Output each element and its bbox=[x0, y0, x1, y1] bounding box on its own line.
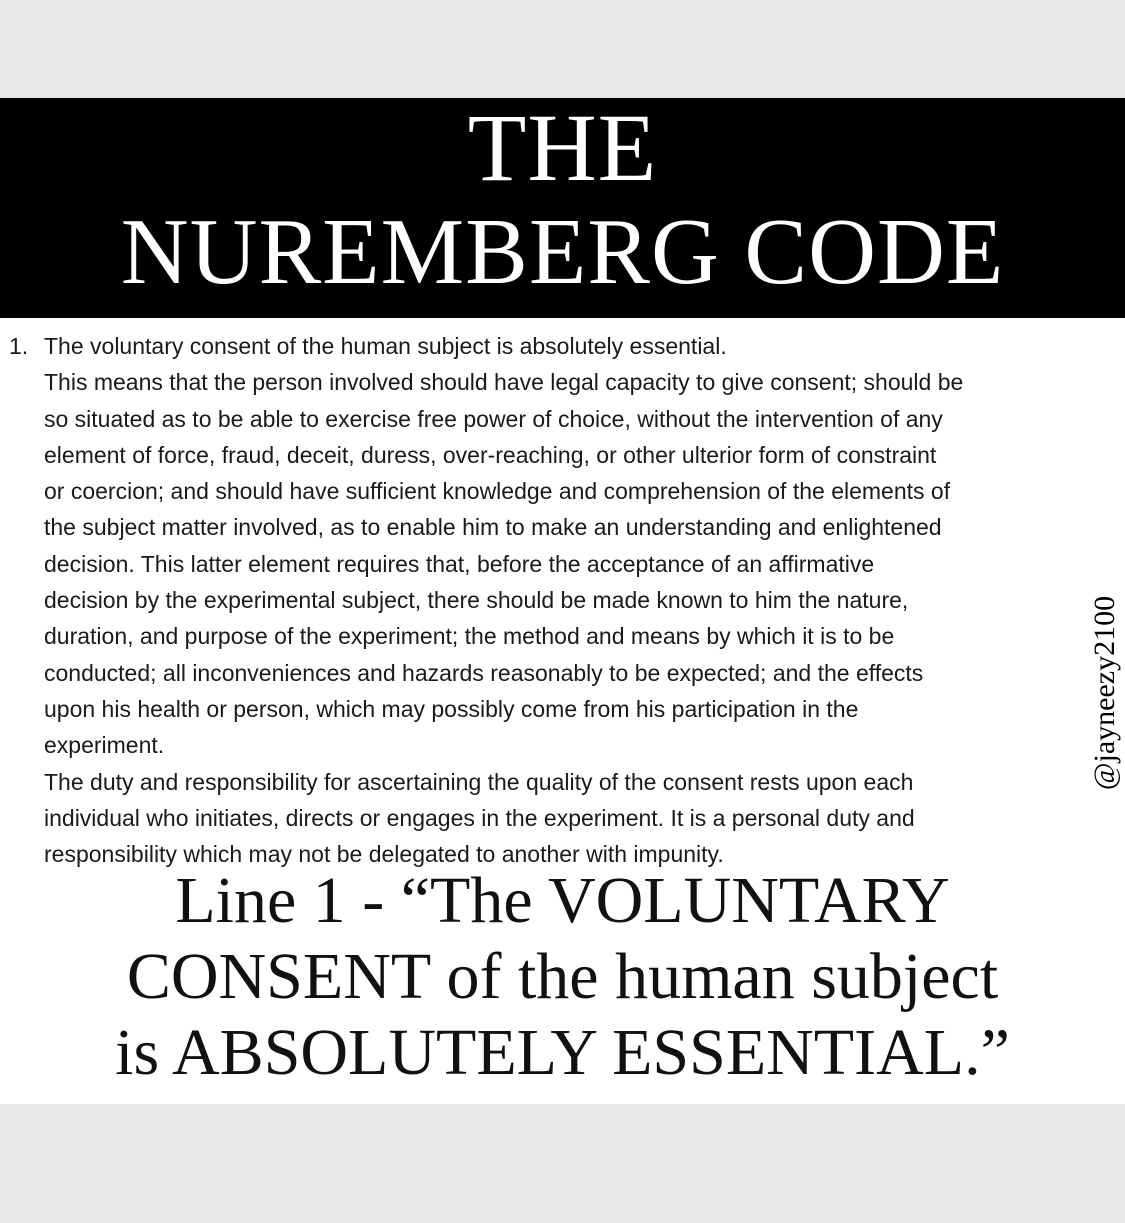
item-line: decision by the experimental subject, there should be made known to him the nature, bbox=[44, 587, 909, 614]
item-line: duration, and purpose of the experiment; the method and means by which it is to be bbox=[44, 623, 895, 650]
item-line: The voluntary consent of the human subject is absolutely essential. bbox=[44, 333, 727, 359]
title-banner bbox=[0, 94, 1125, 318]
watermark-handle bbox=[1085, 568, 1125, 818]
item-line: individual who initiates, directs or engages in the experiment. It is a personal duty and bbox=[44, 804, 915, 831]
handle-text: @jayneezy2100 bbox=[1088, 595, 1121, 791]
item-line: experiment. bbox=[44, 732, 165, 759]
item-number: 1. bbox=[9, 333, 29, 359]
title-line-1: THE bbox=[467, 94, 658, 201]
quote-line-1: Line 1 - “The VOLUNTARY bbox=[175, 864, 950, 937]
item-line: so situated as to be able to exercise free power of choice, without the intervention of any bbox=[44, 405, 943, 432]
post-card bbox=[0, 94, 1125, 1104]
item-line: The duty and responsibility for ascertaining the quality of the consent rests upon each bbox=[44, 768, 914, 795]
item-line: This means that the person involved should have legal capacity to give consent; should be bbox=[44, 369, 964, 396]
title-line-2: NUREMBERG CODE bbox=[120, 200, 1005, 304]
item-line: decision. This latter element requires that, before the acceptance of an affirmative bbox=[44, 550, 875, 577]
quote-callout bbox=[0, 863, 1125, 1091]
item-text bbox=[44, 328, 1120, 872]
quote-line-3: is ABSOLUTELY ESSENTIAL.” bbox=[115, 1016, 1010, 1089]
item-line: the subject matter involved, as to enable him to make an understanding and enlightened bbox=[44, 514, 942, 541]
item-line: conducted; all inconveniences and hazards reasonably to be expected; and the effects bbox=[44, 659, 924, 686]
item-line: element of force, fraud, deceit, duress, over-reaching, or other ulterior form of constraint bbox=[44, 441, 937, 468]
item-line: or coercion; and should have sufficient knowledge and comprehension of the elements of bbox=[44, 478, 951, 505]
quote-line-2: CONSENT of the human subject bbox=[126, 940, 999, 1013]
item-line: upon his health or person, which may possibly come from his participation in the bbox=[44, 695, 859, 722]
item-line: responsibility which may not be delegated to another with impunity. bbox=[44, 841, 724, 868]
